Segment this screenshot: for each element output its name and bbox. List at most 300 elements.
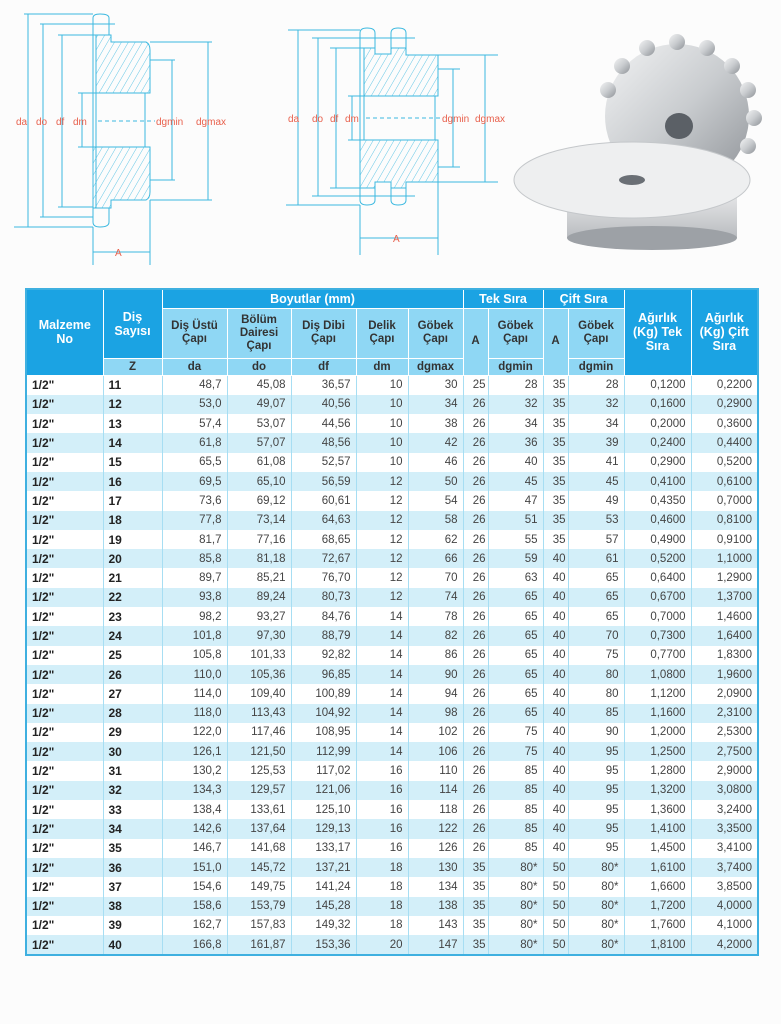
cell-da: 114,0 xyxy=(162,684,227,703)
cell-a-cift: 40 xyxy=(543,742,568,761)
cell-dgmax: 30 xyxy=(408,375,463,395)
cell-malzeme-no: 1/2" xyxy=(26,819,103,838)
header-boyutlar: Boyutlar (mm) xyxy=(162,289,463,308)
cell-agirlik-cift: 1,3700 xyxy=(691,588,758,607)
cell-malzeme-no: 1/2" xyxy=(26,665,103,684)
cell-malzeme-no: 1/2" xyxy=(26,588,103,607)
cell-agirlik-tek: 1,2500 xyxy=(624,742,691,761)
cell-malzeme-no: 1/2" xyxy=(26,568,103,587)
cell-dgmax: 110 xyxy=(408,761,463,780)
table-row xyxy=(26,897,758,916)
cell-da: 69,5 xyxy=(162,472,227,491)
cell-da: 48,7 xyxy=(162,375,227,395)
header-dis-ustu-capi: Diş Üstü Çapı xyxy=(162,308,227,358)
cell-agirlik-cift: 3,0800 xyxy=(691,781,758,800)
cell-dgmin-cift: 75 xyxy=(568,646,624,665)
cell-dm: 14 xyxy=(356,607,408,626)
cell-dgmin-cift: 65 xyxy=(568,607,624,626)
cell-do: 81,18 xyxy=(227,549,291,568)
cell-malzeme-no: 1/2" xyxy=(26,858,103,877)
cell-a-cift: 40 xyxy=(543,761,568,780)
cell-agirlik-tek: 0,2400 xyxy=(624,433,691,452)
cell-agirlik-tek: 0,1200 xyxy=(624,375,691,395)
cell-dgmax: 126 xyxy=(408,839,463,858)
cell-do: 77,16 xyxy=(227,530,291,549)
cell-da: 126,1 xyxy=(162,742,227,761)
table-row xyxy=(26,877,758,896)
cell-a-cift: 50 xyxy=(543,897,568,916)
table-row xyxy=(26,433,758,452)
single-sprocket-diagram xyxy=(0,0,260,280)
cell-agirlik-tek: 1,7200 xyxy=(624,897,691,916)
cell-a-tek: 35 xyxy=(463,935,488,955)
double-sprocket-diagram xyxy=(260,0,520,280)
cell-dis-sayisi: 35 xyxy=(103,839,162,858)
cell-df: 76,70 xyxy=(291,568,356,587)
cell-dm: 12 xyxy=(356,530,408,549)
cell-do: 45,08 xyxy=(227,375,291,395)
cell-a-tek: 26 xyxy=(463,414,488,433)
label-df-2: df xyxy=(330,114,339,125)
cell-dis-sayisi: 33 xyxy=(103,800,162,819)
cell-dgmin-cift: 39 xyxy=(568,433,624,452)
cell-agirlik-cift: 3,2400 xyxy=(691,800,758,819)
cell-a-tek: 26 xyxy=(463,453,488,472)
table-row xyxy=(26,414,758,433)
cell-dgmin-cift: 95 xyxy=(568,839,624,858)
cell-do: 145,72 xyxy=(227,858,291,877)
cell-do: 125,53 xyxy=(227,761,291,780)
cell-dgmin-cift: 80* xyxy=(568,897,624,916)
cell-da: 65,5 xyxy=(162,453,227,472)
cell-df: 104,92 xyxy=(291,704,356,723)
table-row xyxy=(26,549,758,568)
cell-malzeme-no: 1/2" xyxy=(26,491,103,510)
cell-dgmax: 78 xyxy=(408,607,463,626)
cell-dgmax: 34 xyxy=(408,395,463,414)
cell-dgmin-tek: 85 xyxy=(488,800,543,819)
cell-agirlik-cift: 0,6100 xyxy=(691,472,758,491)
cell-agirlik-cift: 0,8100 xyxy=(691,511,758,530)
table-row xyxy=(26,704,758,723)
cell-dgmin-cift: 90 xyxy=(568,723,624,742)
cell-a-tek: 35 xyxy=(463,858,488,877)
cell-agirlik-tek: 0,4350 xyxy=(624,491,691,510)
cell-malzeme-no: 1/2" xyxy=(26,453,103,472)
table-row xyxy=(26,453,758,472)
cell-dm: 16 xyxy=(356,781,408,800)
header-delik-capi: Delik Çapı xyxy=(356,308,408,358)
cell-dgmax: 46 xyxy=(408,453,463,472)
cell-malzeme-no: 1/2" xyxy=(26,704,103,723)
cell-dm: 18 xyxy=(356,916,408,935)
cell-dm: 16 xyxy=(356,819,408,838)
cell-da: 162,7 xyxy=(162,916,227,935)
cell-dgmin-cift: 65 xyxy=(568,568,624,587)
cell-df: 80,73 xyxy=(291,588,356,607)
table-row xyxy=(26,511,758,530)
table-row xyxy=(26,588,758,607)
cell-dis-sayisi: 30 xyxy=(103,742,162,761)
cell-do: 73,14 xyxy=(227,511,291,530)
label-do-2: do xyxy=(312,114,324,125)
sym-dgmax: dgmax xyxy=(408,358,463,375)
cell-df: 125,10 xyxy=(291,800,356,819)
cell-df: 133,17 xyxy=(291,839,356,858)
cell-dm: 16 xyxy=(356,800,408,819)
cell-agirlik-tek: 0,7000 xyxy=(624,607,691,626)
cell-dgmin-cift: 85 xyxy=(568,704,624,723)
cell-dgmax: 147 xyxy=(408,935,463,955)
cell-agirlik-cift: 4,1000 xyxy=(691,916,758,935)
cell-do: 161,87 xyxy=(227,935,291,955)
cell-dis-sayisi: 25 xyxy=(103,646,162,665)
cell-da: 130,2 xyxy=(162,761,227,780)
cell-da: 101,8 xyxy=(162,626,227,645)
cell-malzeme-no: 1/2" xyxy=(26,742,103,761)
cell-da: 73,6 xyxy=(162,491,227,510)
cell-agirlik-tek: 1,1600 xyxy=(624,704,691,723)
cell-a-cift: 35 xyxy=(543,433,568,452)
label-a: A xyxy=(115,248,122,259)
cell-a-cift: 40 xyxy=(543,819,568,838)
cell-a-cift: 35 xyxy=(543,453,568,472)
cell-dgmin-tek: 55 xyxy=(488,530,543,549)
cell-agirlik-tek: 0,4600 xyxy=(624,511,691,530)
cell-df: 40,56 xyxy=(291,395,356,414)
sprocket-product-photo xyxy=(512,28,770,258)
cell-agirlik-cift: 1,2900 xyxy=(691,568,758,587)
cell-malzeme-no: 1/2" xyxy=(26,472,103,491)
cell-dm: 10 xyxy=(356,414,408,433)
cell-do: 113,43 xyxy=(227,704,291,723)
header-cift-sira: Çift Sıra xyxy=(543,289,624,308)
cell-dgmax: 54 xyxy=(408,491,463,510)
cell-agirlik-tek: 0,6700 xyxy=(624,588,691,607)
cell-do: 141,68 xyxy=(227,839,291,858)
cell-dgmax: 86 xyxy=(408,646,463,665)
cell-a-tek: 26 xyxy=(463,761,488,780)
cell-dgmax: 102 xyxy=(408,723,463,742)
cell-dgmin-cift: 80 xyxy=(568,665,624,684)
cell-a-cift: 50 xyxy=(543,935,568,955)
cell-df: 137,21 xyxy=(291,858,356,877)
cell-agirlik-tek: 0,6400 xyxy=(624,568,691,587)
table-row xyxy=(26,395,758,414)
cell-malzeme-no: 1/2" xyxy=(26,684,103,703)
cell-do: 153,79 xyxy=(227,897,291,916)
cell-da: 118,0 xyxy=(162,704,227,723)
cell-do: 69,12 xyxy=(227,491,291,510)
cell-df: 153,36 xyxy=(291,935,356,955)
cell-dgmax: 143 xyxy=(408,916,463,935)
cell-dis-sayisi: 31 xyxy=(103,761,162,780)
header-gobek-capi-tek: Göbek Çapı xyxy=(488,308,543,358)
front-sprocket-icon xyxy=(514,142,750,250)
cell-a-cift: 40 xyxy=(543,588,568,607)
cell-dgmin-tek: 59 xyxy=(488,549,543,568)
table-row xyxy=(26,800,758,819)
cell-agirlik-tek: 1,3600 xyxy=(624,800,691,819)
cell-malzeme-no: 1/2" xyxy=(26,781,103,800)
cell-a-cift: 40 xyxy=(543,723,568,742)
cell-a-cift: 40 xyxy=(543,549,568,568)
cell-malzeme-no: 1/2" xyxy=(26,549,103,568)
cell-dgmin-tek: 75 xyxy=(488,723,543,742)
cell-agirlik-tek: 0,1600 xyxy=(624,395,691,414)
cell-dm: 10 xyxy=(356,395,408,414)
header-gobek-capi-cift: Göbek Çapı xyxy=(568,308,624,358)
cell-agirlik-cift: 0,2900 xyxy=(691,395,758,414)
cell-agirlik-tek: 0,4900 xyxy=(624,530,691,549)
label-dm: dm xyxy=(73,117,87,128)
cell-dgmin-tek: 85 xyxy=(488,839,543,858)
cell-agirlik-cift: 1,6400 xyxy=(691,626,758,645)
cell-agirlik-tek: 0,5200 xyxy=(624,549,691,568)
cell-dis-sayisi: 26 xyxy=(103,665,162,684)
header-gobek-capi-max: Göbek Çapı xyxy=(408,308,463,358)
table-row xyxy=(26,607,758,626)
cell-a-tek: 26 xyxy=(463,491,488,510)
table-row xyxy=(26,858,758,877)
cell-df: 44,56 xyxy=(291,414,356,433)
cell-dgmax: 114 xyxy=(408,781,463,800)
cell-dm: 20 xyxy=(356,935,408,955)
cell-dis-sayisi: 36 xyxy=(103,858,162,877)
cell-agirlik-cift: 0,5200 xyxy=(691,453,758,472)
cell-dgmin-cift: 53 xyxy=(568,511,624,530)
table-row xyxy=(26,839,758,858)
header-agirlik-cift: Ağırlık (Kg) Çift Sıra xyxy=(691,289,758,375)
cell-dis-sayisi: 29 xyxy=(103,723,162,742)
header-a-cift: A xyxy=(543,308,568,375)
cell-dgmin-cift: 41 xyxy=(568,453,624,472)
label-dgmin: dgmin xyxy=(156,117,184,128)
cell-a-tek: 35 xyxy=(463,877,488,896)
table-row xyxy=(26,684,758,703)
cell-df: 36,57 xyxy=(291,375,356,395)
cell-dgmin-cift: 45 xyxy=(568,472,624,491)
cell-da: 93,8 xyxy=(162,588,227,607)
cell-dis-sayisi: 13 xyxy=(103,414,162,433)
table-row xyxy=(26,568,758,587)
cell-dgmax: 58 xyxy=(408,511,463,530)
cell-a-tek: 26 xyxy=(463,723,488,742)
cell-agirlik-cift: 0,2200 xyxy=(691,375,758,395)
cell-a-cift: 40 xyxy=(543,607,568,626)
cell-da: 166,8 xyxy=(162,935,227,955)
cell-dm: 12 xyxy=(356,549,408,568)
cell-do: 117,46 xyxy=(227,723,291,742)
table-row xyxy=(26,375,758,395)
cell-dgmin-tek: 65 xyxy=(488,704,543,723)
table-row xyxy=(26,472,758,491)
header-dis-sayisi: Diş Sayısı xyxy=(103,289,162,358)
cell-malzeme-no: 1/2" xyxy=(26,626,103,645)
cell-dgmin-tek: 65 xyxy=(488,588,543,607)
cell-dgmin-tek: 65 xyxy=(488,626,543,645)
cell-agirlik-tek: 0,7700 xyxy=(624,646,691,665)
cell-da: 53,0 xyxy=(162,395,227,414)
cell-dis-sayisi: 22 xyxy=(103,588,162,607)
cell-a-tek: 26 xyxy=(463,511,488,530)
cell-dgmin-cift: 80* xyxy=(568,877,624,896)
cell-a-cift: 50 xyxy=(543,877,568,896)
cell-dm: 14 xyxy=(356,684,408,703)
cell-dm: 12 xyxy=(356,588,408,607)
cell-do: 89,24 xyxy=(227,588,291,607)
cell-dis-sayisi: 40 xyxy=(103,935,162,955)
cell-agirlik-tek: 1,7600 xyxy=(624,916,691,935)
cell-df: 92,82 xyxy=(291,646,356,665)
cell-dgmin-tek: 63 xyxy=(488,568,543,587)
cell-dis-sayisi: 11 xyxy=(103,375,162,395)
cell-da: 105,8 xyxy=(162,646,227,665)
cell-a-tek: 35 xyxy=(463,916,488,935)
cell-agirlik-cift: 2,7500 xyxy=(691,742,758,761)
cell-dis-sayisi: 24 xyxy=(103,626,162,645)
header-dis-dibi-capi: Diş Dibi Çapı xyxy=(291,308,356,358)
table-row xyxy=(26,742,758,761)
cell-da: 110,0 xyxy=(162,665,227,684)
sym-do: do xyxy=(227,358,291,375)
cell-dis-sayisi: 12 xyxy=(103,395,162,414)
cell-dgmin-tek: 80* xyxy=(488,916,543,935)
sym-dgmin-tek: dgmin xyxy=(488,358,543,375)
cell-dgmin-tek: 85 xyxy=(488,819,543,838)
cell-dis-sayisi: 20 xyxy=(103,549,162,568)
cell-dgmax: 134 xyxy=(408,877,463,896)
cell-df: 68,65 xyxy=(291,530,356,549)
cell-dgmin-cift: 80* xyxy=(568,935,624,955)
cell-dgmax: 50 xyxy=(408,472,463,491)
cell-dgmin-tek: 34 xyxy=(488,414,543,433)
cell-df: 117,02 xyxy=(291,761,356,780)
header-tek-sira: Tek Sıra xyxy=(463,289,543,308)
cell-a-cift: 40 xyxy=(543,626,568,645)
cell-malzeme-no: 1/2" xyxy=(26,877,103,896)
cell-a-tek: 26 xyxy=(463,568,488,587)
cell-agirlik-tek: 1,2000 xyxy=(624,723,691,742)
cell-dm: 18 xyxy=(356,877,408,896)
cell-a-tek: 26 xyxy=(463,819,488,838)
sym-da: da xyxy=(162,358,227,375)
cell-da: 138,4 xyxy=(162,800,227,819)
cell-malzeme-no: 1/2" xyxy=(26,839,103,858)
cell-dm: 10 xyxy=(356,453,408,472)
cell-agirlik-cift: 2,9000 xyxy=(691,761,758,780)
cell-agirlik-cift: 0,4400 xyxy=(691,433,758,452)
cell-dgmin-tek: 80* xyxy=(488,935,543,955)
cell-dm: 14 xyxy=(356,665,408,684)
cell-agirlik-cift: 3,7400 xyxy=(691,858,758,877)
cell-agirlik-cift: 3,4100 xyxy=(691,839,758,858)
table-row xyxy=(26,665,758,684)
cell-da: 158,6 xyxy=(162,897,227,916)
cell-a-tek: 26 xyxy=(463,626,488,645)
cell-malzeme-no: 1/2" xyxy=(26,395,103,414)
cell-do: 105,36 xyxy=(227,665,291,684)
cell-agirlik-cift: 1,9600 xyxy=(691,665,758,684)
cell-dgmin-cift: 80* xyxy=(568,916,624,935)
cell-dm: 14 xyxy=(356,742,408,761)
cell-dgmin-tek: 45 xyxy=(488,472,543,491)
cell-agirlik-tek: 0,4100 xyxy=(624,472,691,491)
label-dgmax: dgmax xyxy=(196,117,227,128)
cell-do: 121,50 xyxy=(227,742,291,761)
cell-dis-sayisi: 17 xyxy=(103,491,162,510)
cell-dis-sayisi: 37 xyxy=(103,877,162,896)
cell-df: 145,28 xyxy=(291,897,356,916)
cell-malzeme-no: 1/2" xyxy=(26,916,103,935)
cell-malzeme-no: 1/2" xyxy=(26,607,103,626)
cell-agirlik-tek: 1,6100 xyxy=(624,858,691,877)
cell-dis-sayisi: 27 xyxy=(103,684,162,703)
cell-a-cift: 35 xyxy=(543,511,568,530)
cell-agirlik-tek: 0,7300 xyxy=(624,626,691,645)
cell-a-cift: 35 xyxy=(543,491,568,510)
cell-dis-sayisi: 28 xyxy=(103,704,162,723)
cell-a-tek: 26 xyxy=(463,839,488,858)
cell-dgmin-tek: 65 xyxy=(488,646,543,665)
cell-agirlik-tek: 1,0800 xyxy=(624,665,691,684)
cell-dgmin-cift: 32 xyxy=(568,395,624,414)
cell-dgmin-cift: 65 xyxy=(568,588,624,607)
cell-dgmin-tek: 65 xyxy=(488,684,543,703)
table-row xyxy=(26,761,758,780)
cell-df: 64,63 xyxy=(291,511,356,530)
cell-a-tek: 26 xyxy=(463,549,488,568)
cell-da: 77,8 xyxy=(162,511,227,530)
cell-a-cift: 40 xyxy=(543,646,568,665)
cell-a-tek: 26 xyxy=(463,800,488,819)
cell-dm: 12 xyxy=(356,472,408,491)
cell-a-cift: 40 xyxy=(543,781,568,800)
cell-do: 85,21 xyxy=(227,568,291,587)
cell-dgmax: 82 xyxy=(408,626,463,645)
cell-agirlik-cift: 0,9100 xyxy=(691,530,758,549)
cell-dgmin-tek: 80* xyxy=(488,897,543,916)
cell-agirlik-cift: 2,3100 xyxy=(691,704,758,723)
cell-agirlik-tek: 1,2800 xyxy=(624,761,691,780)
cell-da: 146,7 xyxy=(162,839,227,858)
cell-agirlik-tek: 1,4100 xyxy=(624,819,691,838)
cell-a-cift: 35 xyxy=(543,375,568,395)
cell-df: 52,57 xyxy=(291,453,356,472)
cell-dgmin-tek: 36 xyxy=(488,433,543,452)
cell-df: 149,32 xyxy=(291,916,356,935)
cell-da: 89,7 xyxy=(162,568,227,587)
cell-a-cift: 50 xyxy=(543,916,568,935)
cell-dm: 10 xyxy=(356,433,408,452)
cell-dm: 14 xyxy=(356,723,408,742)
cell-da: 85,8 xyxy=(162,549,227,568)
cell-a-cift: 35 xyxy=(543,395,568,414)
cell-agirlik-cift: 1,8300 xyxy=(691,646,758,665)
cell-dis-sayisi: 14 xyxy=(103,433,162,452)
cell-dis-sayisi: 19 xyxy=(103,530,162,549)
cell-df: 141,24 xyxy=(291,877,356,896)
cell-dis-sayisi: 38 xyxy=(103,897,162,916)
cell-agirlik-cift: 0,3600 xyxy=(691,414,758,433)
cell-dgmax: 138 xyxy=(408,897,463,916)
cell-df: 108,95 xyxy=(291,723,356,742)
cell-a-cift: 40 xyxy=(543,665,568,684)
label-da-2: da xyxy=(288,114,300,125)
cell-malzeme-no: 1/2" xyxy=(26,646,103,665)
cell-dm: 14 xyxy=(356,704,408,723)
cell-agirlik-tek: 1,8100 xyxy=(624,935,691,955)
